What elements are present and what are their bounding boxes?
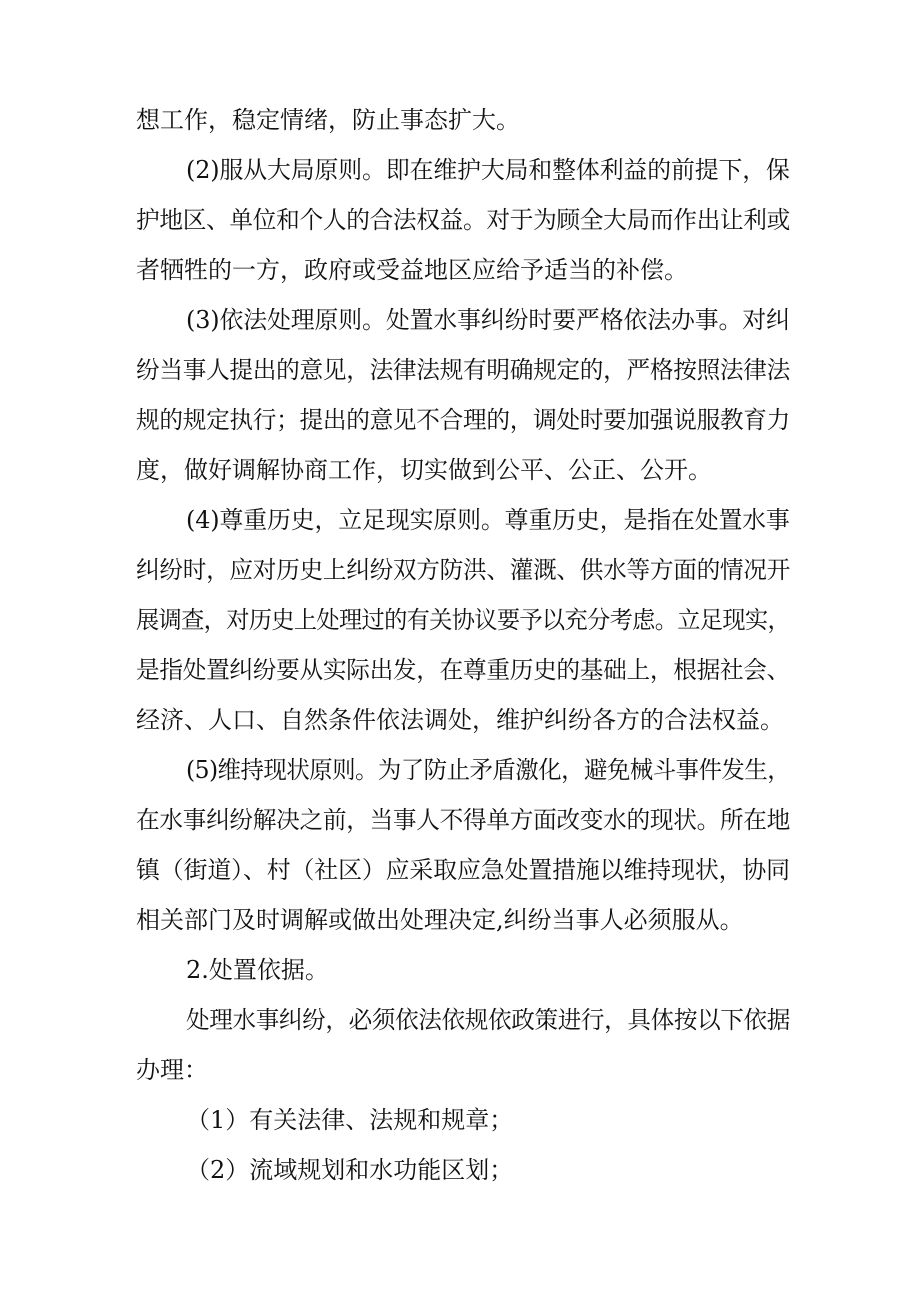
- text-line-15: 在水事纠纷解决之前，当事人不得单方面改变水的现状。所在地: [136, 806, 790, 834]
- text-line-2: (2)服从大局原则。即在维护大局和整体利益的前提下，保: [186, 156, 790, 184]
- text-line-4: 者牺牲的一方，政府或受益地区应给予适当的补偿。: [136, 256, 688, 284]
- text-line-14: (5)维持现状原则。为了防止矛盾激化，避免械斗事件发生，: [186, 756, 791, 784]
- text-line-5: (3)依法处理原则。处置水事纠纷时要严格依法办事。对纠: [186, 306, 790, 334]
- text-line-3: 护地区、单位和个人的合法权益。对于为顾全大局而作出让利或: [136, 206, 790, 234]
- text-line-19: 处理水事纠纷，必须依法依规依政策进行，具体按以下依据: [186, 1006, 790, 1034]
- text-line-22: （2）流域规划和水功能区划；: [186, 1156, 514, 1184]
- text-line-10: 纠纷时，应对历史上纠纷双方防洪、灌溉、供水等方面的情况开: [136, 556, 790, 584]
- text-line-21: （1）有关法律、法规和规章；: [186, 1106, 514, 1134]
- text-line-8: 度，做好调解协商工作，切实做到公平、公正、公开。: [136, 456, 712, 484]
- text-line-11: 展调查，对历史上处理过的有关协议要予以充分考虑。立足现实，: [136, 606, 790, 634]
- text-line-20: 办理：: [136, 1056, 208, 1084]
- text-line-7: 规的规定执行；提出的意见不合理的，调处时要加强说服教育力: [136, 406, 790, 434]
- text-line-9: (4)尊重历史，立足现实原则。尊重历史，是指在处置水事: [186, 506, 790, 534]
- text-line-17: 相关部门及时调解或做出处理决定,纠纷当事人必须服从。: [136, 906, 744, 934]
- text-line-18: 2.处置依据。: [186, 956, 329, 984]
- text-line-16: 镇（街道）、村（社区）应采取应急处置措施以维持现状，协同: [136, 856, 790, 884]
- text-line-1: 想工作，稳定情绪，防止事态扩大。: [136, 106, 520, 134]
- text-line-13: 经济、人口、自然条件依法调处，维护纠纷各方的合法权益。: [136, 706, 784, 734]
- text-line-6: 纷当事人提出的意见，法律法规有明确规定的，严格按照法律法: [136, 356, 790, 384]
- text-line-12: 是指处置纠纷要从实际出发，在尊重历史的基础上，根据社会、: [136, 656, 790, 684]
